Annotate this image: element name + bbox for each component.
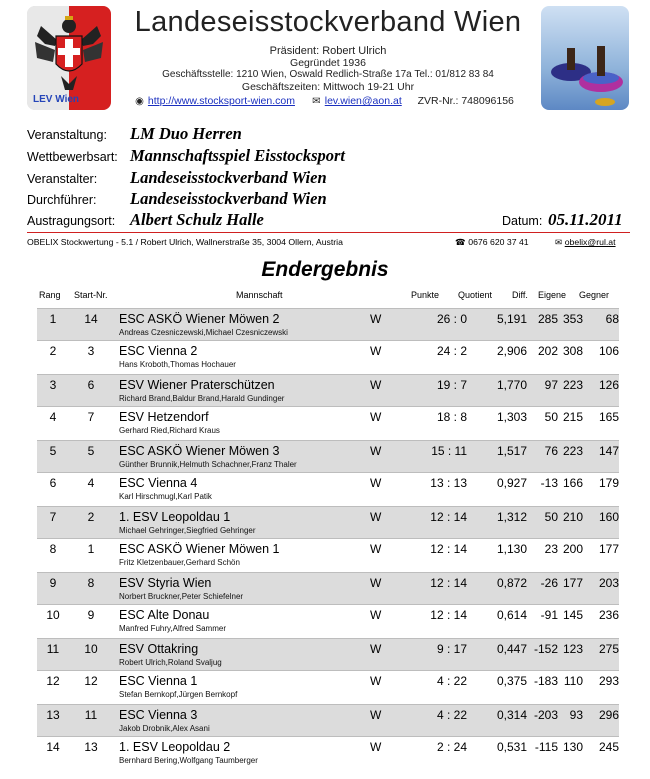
info-label-durchfuehrer: Durchführer: bbox=[27, 193, 97, 207]
opponent-score: 245 bbox=[598, 740, 619, 754]
table-row bbox=[37, 506, 619, 539]
association-title: Landeseisstockverband Wien bbox=[134, 6, 522, 38]
result-flag: W bbox=[370, 642, 382, 656]
opponent-score: 236 bbox=[598, 608, 619, 622]
result-flag: W bbox=[370, 674, 382, 688]
start-number: 7 bbox=[87, 410, 95, 424]
quotient: 1,130 bbox=[496, 542, 527, 556]
start-number: 6 bbox=[87, 378, 95, 392]
table-row bbox=[37, 407, 619, 440]
quotient: 0,375 bbox=[496, 674, 527, 688]
stock-photo-logo bbox=[541, 6, 629, 110]
opponent-score: 126 bbox=[598, 378, 619, 392]
player-names: Bernhard Bering,Wolfgang Taumberger bbox=[119, 756, 258, 765]
table-row bbox=[37, 374, 619, 407]
col-gegner: Gegner bbox=[579, 290, 610, 300]
team-name: 1. ESV Leopoldau 2 bbox=[119, 740, 231, 754]
opponent-score: 293 bbox=[598, 674, 619, 688]
opponent-score: 147 bbox=[598, 444, 619, 458]
points: 12 : 14 bbox=[430, 608, 467, 622]
team-name: ESC ASKÖ Wiener Möwen 2 bbox=[119, 312, 280, 326]
start-number: 11 bbox=[84, 708, 98, 722]
footer-email bbox=[555, 237, 616, 248]
quotient: 0,314 bbox=[496, 708, 527, 722]
results-table bbox=[37, 308, 619, 770]
col-team: Mannschaft bbox=[236, 290, 283, 300]
office-hours-line: Geschäftszeiten: Mittwoch 19-21 Uhr bbox=[241, 81, 415, 93]
info-value-austragungsort: Albert Schulz Halle bbox=[130, 210, 264, 229]
rank: 10 bbox=[46, 608, 60, 622]
result-flag: W bbox=[370, 608, 382, 622]
own-score: 130 bbox=[562, 740, 583, 754]
points: 12 : 14 bbox=[430, 510, 467, 524]
rank: 7 bbox=[49, 510, 57, 524]
founded-line: Gegründet 1936 bbox=[290, 57, 366, 69]
footer-email-link[interactable]: obelix@rul.at bbox=[564, 237, 616, 247]
start-number: 13 bbox=[84, 740, 98, 754]
player-names: Karl Hirschmugl,Karl Patik bbox=[119, 492, 212, 501]
quotient: 1,770 bbox=[496, 378, 527, 392]
start-number: 8 bbox=[87, 576, 95, 590]
team-name: ESC Vienna 4 bbox=[119, 476, 198, 490]
own-score: 110 bbox=[563, 674, 583, 688]
difference: 76 bbox=[544, 444, 558, 458]
rank: 1 bbox=[49, 312, 57, 326]
quotient: 1,517 bbox=[496, 444, 527, 458]
difference: -91 bbox=[540, 608, 558, 622]
opponent-score: 275 bbox=[598, 642, 619, 656]
team-name: ESC Vienna 3 bbox=[119, 708, 198, 722]
envelope-icon: ✉ bbox=[555, 237, 565, 247]
own-score: 308 bbox=[562, 344, 583, 358]
start-number: 5 bbox=[87, 444, 95, 458]
difference: 202 bbox=[537, 344, 558, 358]
lev-wien-logo bbox=[27, 6, 111, 110]
opponent-score: 203 bbox=[598, 576, 619, 590]
president-line: Präsident: Robert Ulrich bbox=[269, 45, 387, 57]
team-name: ESC ASKÖ Wiener Möwen 3 bbox=[119, 444, 280, 458]
start-number: 1 bbox=[87, 542, 95, 556]
opponent-score: 177 bbox=[598, 542, 619, 556]
own-score: 223 bbox=[562, 378, 583, 392]
start-number: 3 bbox=[87, 344, 95, 358]
quotient: 0,872 bbox=[496, 576, 527, 590]
globe-icon: ◉ bbox=[135, 96, 144, 107]
table-row bbox=[37, 572, 619, 605]
difference: -13 bbox=[540, 476, 558, 490]
player-names: Günther Brunnik,Helmuth Schachner,Franz Thaler bbox=[119, 460, 297, 469]
own-score: 145 bbox=[562, 608, 583, 622]
result-title: Endergebnis bbox=[261, 258, 389, 281]
footer-phone bbox=[455, 237, 529, 248]
col-quotient: Quotient bbox=[458, 290, 493, 300]
player-names: Stefan Bernkopf,Jürgen Bernkopf bbox=[119, 690, 238, 699]
own-score: 200 bbox=[562, 542, 583, 556]
table-row bbox=[37, 440, 619, 473]
result-flag: W bbox=[370, 542, 382, 556]
player-names: Michael Gehringer,Siegfried Gehringer bbox=[119, 526, 256, 535]
result-flag: W bbox=[370, 510, 382, 524]
quotient: 0,447 bbox=[496, 642, 527, 656]
rank: 5 bbox=[49, 444, 57, 458]
difference: -115 bbox=[534, 740, 558, 754]
date-value: 05.11.2011 bbox=[548, 210, 623, 229]
quotient: 0,614 bbox=[496, 608, 527, 622]
team-name: 1. ESV Leopoldau 1 bbox=[119, 510, 231, 524]
info-label-austragungsort: Austragungsort: bbox=[27, 214, 116, 228]
team-name: ESC Alte Donau bbox=[119, 608, 210, 622]
result-flag: W bbox=[370, 344, 382, 358]
player-names: Gerhard Ried,Richard Kraus bbox=[119, 426, 220, 435]
start-number: 14 bbox=[84, 312, 98, 326]
team-name: ESC Vienna 1 bbox=[119, 674, 198, 688]
own-score: 210 bbox=[562, 510, 583, 524]
table-row bbox=[37, 737, 619, 770]
opponent-score: 160 bbox=[598, 510, 619, 524]
table-row bbox=[37, 704, 619, 737]
footer-address: OBELIX Stockwertung - 5.1 / Robert Ulrich, Wallnerstraße 35, 3004 Ollern, Austria bbox=[27, 237, 343, 247]
start-number: 10 bbox=[84, 642, 98, 656]
quotient: 1,303 bbox=[496, 410, 527, 424]
points: 2 : 24 bbox=[436, 740, 467, 754]
footer-phone-number: 0676 620 37 41 bbox=[468, 237, 529, 247]
info-value-durchfuehrer: Landeseisstockverband Wien bbox=[130, 189, 327, 208]
rank: 14 bbox=[46, 740, 60, 754]
difference: -183 bbox=[533, 674, 558, 688]
rank: 9 bbox=[49, 576, 57, 590]
points: 12 : 14 bbox=[430, 542, 467, 556]
rank: 2 bbox=[49, 344, 57, 358]
result-flag: W bbox=[370, 444, 382, 458]
points: 24 : 2 bbox=[436, 344, 467, 358]
own-score: 166 bbox=[562, 476, 583, 490]
start-number: 2 bbox=[87, 510, 95, 524]
table-row bbox=[37, 341, 619, 374]
start-number: 12 bbox=[84, 674, 98, 688]
opponent-score: 179 bbox=[598, 476, 619, 490]
own-score: 223 bbox=[562, 444, 583, 458]
table-row bbox=[37, 539, 619, 572]
rank: 11 bbox=[46, 642, 60, 656]
points: 4 : 22 bbox=[436, 708, 467, 722]
info-value-veranstaltung: LM Duo Herren bbox=[130, 124, 242, 143]
opponent-score: 68 bbox=[605, 312, 619, 326]
difference: -26 bbox=[540, 576, 558, 590]
team-name: ESC Vienna 2 bbox=[119, 344, 198, 358]
own-score: 93 bbox=[569, 708, 583, 722]
player-names: Andreas Czesniczewski,Michael Czesniczewski bbox=[119, 328, 288, 337]
start-number: 9 bbox=[87, 608, 95, 622]
team-name: ESV Styria Wien bbox=[119, 576, 212, 590]
points: 13 : 13 bbox=[430, 476, 467, 490]
difference: 97 bbox=[544, 378, 558, 392]
points: 15 : 11 bbox=[431, 444, 467, 458]
result-flag: W bbox=[370, 576, 382, 590]
player-names: Jakob Drobnik,Alex Asani bbox=[119, 724, 210, 733]
points: 4 : 22 bbox=[436, 674, 467, 688]
points: 12 : 14 bbox=[430, 576, 467, 590]
opponent-score: 165 bbox=[598, 410, 619, 424]
info-label-veranstaltung: Veranstaltung: bbox=[27, 128, 107, 142]
zvr-number: ZVR-Nr.: 748096156 bbox=[417, 95, 514, 107]
phone-icon: ☎ bbox=[455, 237, 469, 247]
info-value-veranstalter: Landeseisstockverband Wien bbox=[130, 168, 327, 187]
difference: 285 bbox=[537, 312, 558, 326]
result-flag: W bbox=[370, 312, 382, 326]
difference: -203 bbox=[533, 708, 558, 722]
col-start: Start-Nr. bbox=[74, 290, 108, 300]
contact-links bbox=[134, 95, 514, 107]
info-value-wettbewerbsart: Mannschaftsspiel Eisstocksport bbox=[130, 146, 345, 165]
table-row bbox=[37, 605, 619, 638]
player-names: Fritz Kletzenbauer,Gerhard Schön bbox=[119, 558, 240, 567]
quotient: 0,927 bbox=[496, 476, 527, 490]
col-rang: Rang bbox=[39, 290, 61, 300]
rank: 3 bbox=[49, 378, 57, 392]
col-punkte: Punkte bbox=[411, 290, 440, 300]
rank: 13 bbox=[46, 708, 60, 722]
col-eigene: Eigene bbox=[538, 290, 567, 300]
team-name: ESV Hetzendorf bbox=[119, 410, 209, 424]
own-score: 123 bbox=[562, 642, 583, 656]
result-flag: W bbox=[370, 740, 382, 754]
start-number: 4 bbox=[87, 476, 95, 490]
result-flag: W bbox=[370, 378, 382, 392]
date-label: Datum: bbox=[502, 214, 543, 228]
logo-caption: LEV Wien bbox=[33, 94, 80, 105]
result-flag: W bbox=[370, 476, 382, 490]
rank: 12 bbox=[46, 674, 60, 688]
rank: 4 bbox=[49, 410, 57, 424]
points: 26 : 0 bbox=[436, 312, 467, 326]
table-row bbox=[37, 638, 619, 671]
table-row bbox=[37, 308, 619, 341]
player-names: Manfred Fuhry,Alfred Sammer bbox=[119, 624, 226, 633]
player-names: Robert Ulrich,Roland Svaljug bbox=[119, 658, 222, 667]
rank: 8 bbox=[49, 542, 57, 556]
result-flag: W bbox=[370, 708, 382, 722]
difference: -152 bbox=[533, 642, 558, 656]
table-row bbox=[37, 473, 619, 506]
difference: 50 bbox=[544, 410, 558, 424]
table-header bbox=[0, 290, 650, 304]
player-names: Richard Brand,Baldur Brand,Harald Gundinger bbox=[119, 394, 285, 403]
team-name: ESC ASKÖ Wiener Möwen 1 bbox=[119, 542, 280, 556]
team-name: ESV Wiener Praterschützen bbox=[119, 378, 275, 392]
own-score: 353 bbox=[562, 312, 583, 326]
points: 18 : 8 bbox=[436, 410, 467, 424]
team-name: ESV Ottakring bbox=[119, 642, 199, 656]
own-score: 215 bbox=[562, 410, 583, 424]
envelope-icon: ✉ bbox=[312, 96, 321, 107]
own-score: 177 bbox=[562, 576, 583, 590]
website-link[interactable]: http://www.stocksport-wien.com bbox=[147, 95, 295, 107]
quotient: 0,531 bbox=[496, 740, 527, 754]
difference: 23 bbox=[544, 542, 558, 556]
separator-line bbox=[27, 232, 630, 233]
points: 19 : 7 bbox=[436, 378, 467, 392]
player-names: Norbert Bruckner,Peter Schiefelner bbox=[119, 592, 244, 601]
difference: 50 bbox=[544, 510, 558, 524]
col-diff: Diff. bbox=[512, 290, 528, 300]
quotient: 1,312 bbox=[496, 510, 527, 524]
quotient: 5,191 bbox=[496, 312, 527, 326]
office-line: Geschäftsstelle: 1210 Wien, Oswald Redlich-Straße 17a Tel.: 01/812 83 84 bbox=[162, 69, 494, 80]
result-flag: W bbox=[370, 410, 382, 424]
email-link[interactable]: lev.wien@aon.at bbox=[324, 95, 402, 107]
rank: 6 bbox=[49, 476, 57, 490]
quotient: 2,906 bbox=[496, 344, 527, 358]
opponent-score: 296 bbox=[598, 708, 619, 722]
points: 9 : 17 bbox=[436, 642, 467, 656]
opponent-score: 106 bbox=[598, 344, 619, 358]
player-names: Hans Kroboth,Thomas Hochauer bbox=[119, 360, 236, 369]
info-label-wettbewerbsart: Wettbewerbsart: bbox=[27, 150, 118, 164]
info-label-veranstalter: Veranstalter: bbox=[27, 172, 98, 186]
table-row bbox=[37, 671, 619, 704]
